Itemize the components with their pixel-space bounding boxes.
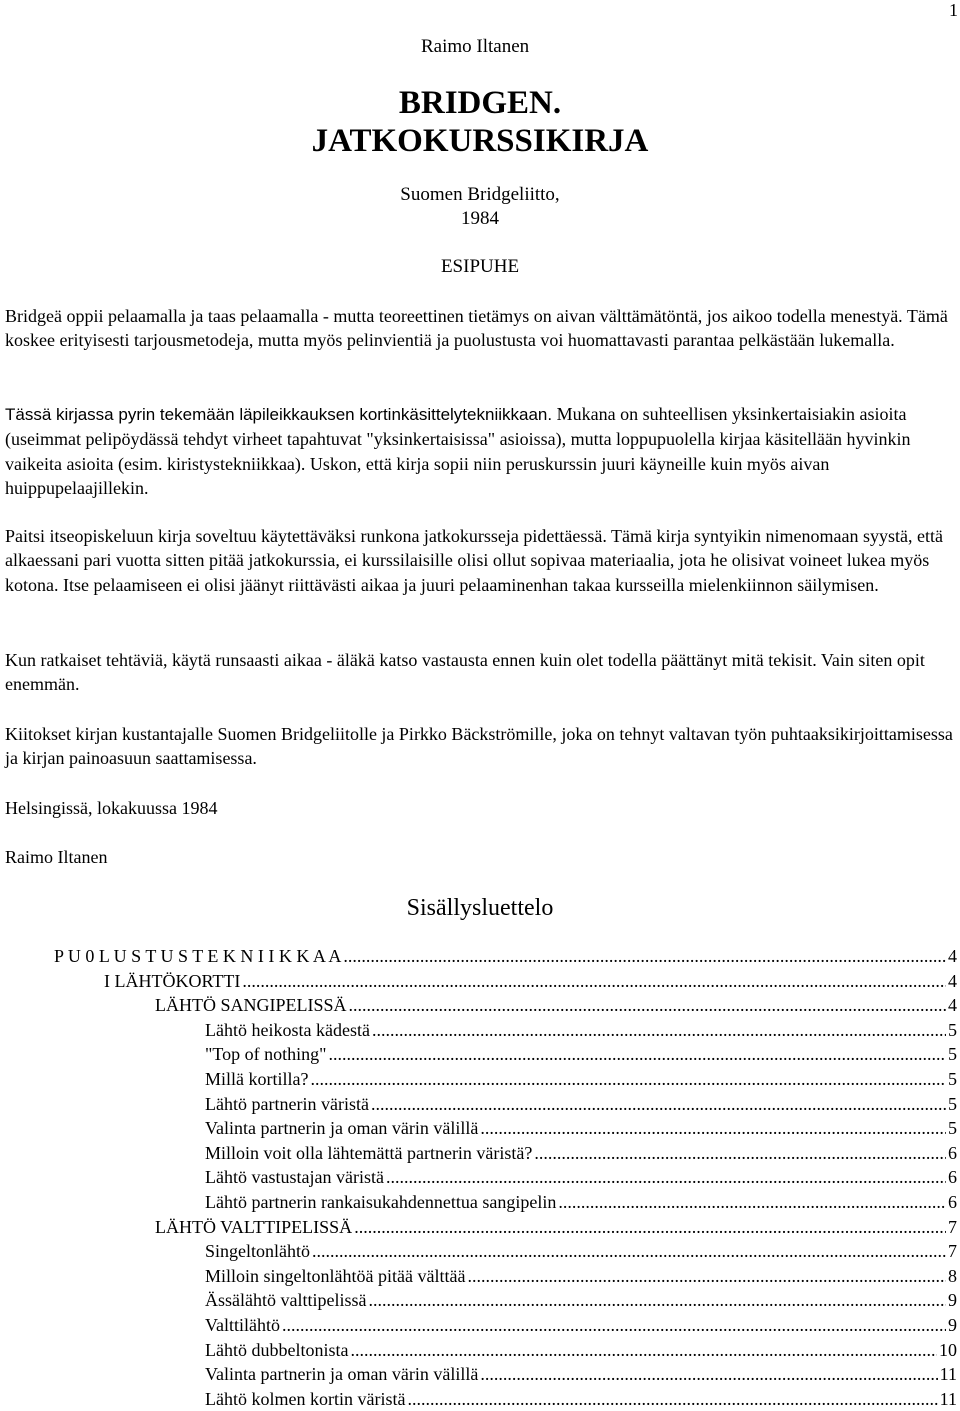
toc-entry-label: "Top of nothing" (205, 1044, 327, 1065)
page-number: 1 (949, 0, 958, 20)
toc-leader-dots (312, 1239, 946, 1264)
toc-leader-dots (407, 1387, 937, 1411)
toc-leader-dots (343, 944, 946, 969)
toc-entry-page: 7 (948, 1216, 957, 1237)
toc-entry[interactable] (0, 1387, 960, 1411)
preface-paragraph (5, 402, 955, 501)
toc-entry[interactable] (0, 1116, 960, 1141)
publisher-name: Suomen Bridgeliitto, (400, 184, 560, 205)
toc-leader-dots (480, 1362, 937, 1387)
preface-place-date: Helsingissä, lokakuussa 1984 (5, 798, 218, 818)
toc-entry-label: Singeltonlähtö (205, 1241, 310, 1262)
preface-paragraph: Kiitokset kirjan kustantajalle Suomen Bridgeliitolle ja Pirkko Bäckströmille, joka on tehnyt valtavan työn puhtaaksikirjoittamisessa ja kirjan painoasuun saattamisessa. (5, 724, 953, 769)
toc-entry-label: P U 0 L U S T U S T E K N I I K K A A (54, 946, 342, 966)
toc-entry-page: 6 (948, 1191, 957, 1212)
toc-entry[interactable] (0, 1239, 960, 1264)
toc-entry[interactable] (0, 1288, 960, 1313)
toc-entry-page: 8 (948, 1265, 957, 1286)
toc-entry-page: 5 (948, 1118, 957, 1139)
toc-entry[interactable] (0, 1190, 960, 1215)
toc-leader-dots (349, 993, 946, 1018)
toc-entry-page: 6 (948, 1142, 957, 1163)
toc-entry-page: 4 (948, 995, 957, 1016)
toc-entry-label: I LÄHTÖKORTTI (104, 970, 241, 991)
toc-entry-label: Lähtö dubbeltonista (205, 1339, 349, 1360)
toc-entry-label: Ässälähtö valttipelissä (205, 1290, 367, 1311)
title-line-2: JATKOKURSSIKIRJA (311, 123, 649, 159)
toc-entry-label: Milloin singeltonlähtöä pitää välttää (205, 1265, 466, 1286)
toc-entry[interactable] (0, 1215, 960, 1240)
table-of-contents (0, 944, 960, 1411)
toc-entry[interactable] (0, 1165, 960, 1190)
toc-entry-page: 10 (939, 1339, 957, 1360)
toc-entry-page: 9 (948, 1314, 957, 1335)
toc-leader-dots (328, 1042, 946, 1067)
toc-entry-page: 9 (948, 1290, 957, 1311)
toc-entry[interactable] (0, 1067, 960, 1092)
preface-paragraph: Paitsi itseopiskeluun kirja soveltuu käytettäväksi runkona jatkokursseja pidettäessä. Tämä kirja syntyikin nimenomaan syystä, että alkaessani pari vuotta sitten pitää jatkokurssia, ei kurssilaisille olisi ollut sopivaa materiaalia, jota he olisivat voineet lukea myös kotona. Itse pelaamiseen ei olisi jäänyt riittävästi aikaa ja juuri pelaaminenhan takaa kursseilla mielenkiinnon säilymisen. (5, 526, 943, 595)
preface-paragraph: Kun ratkaiset tehtäviä, käytä runsaasti aikaa - äläkä katso vastausta ennen kuin olet todella päättänyt mitä tekisit. Vain siten opit enemmän. (5, 650, 925, 695)
toc-leader-dots (386, 1165, 946, 1190)
toc-entry-page: 6 (948, 1167, 957, 1188)
toc-entry[interactable] (0, 1042, 960, 1067)
toc-entry[interactable] (0, 944, 960, 969)
preface-sentence: Tässä kirjassa pyrin tekemään läpileikkauksen kortinkäsittelytekniikkaan. (5, 405, 553, 424)
toc-entry-page: 7 (948, 1241, 957, 1262)
toc-heading: Sisällysluettelo (406, 895, 554, 921)
toc-entry-label: Lähtö heikosta kädestä (205, 1019, 370, 1040)
toc-leader-dots (310, 1067, 946, 1092)
preface-sentence: Mukana on suhteellisen yksinkertaisiakin asioita (useimmat pelipöydässä tehdyt virheet tapahtuvat "yksinkertaisissa" asioissa), mutta loppupuolella kirjaa käsitellään hyvinkin vaikeita asioita (esim. kiristystekniikkaa). Uskon, että kirja sopii niin peruskurssin juuri käyneille kuin myös aivan huippupelaajillekin. (5, 404, 911, 499)
toc-entry-page: 4 (948, 946, 957, 966)
toc-entry-page: 5 (948, 1044, 957, 1065)
toc-entry-label: Lähtö partnerin rankaisukahdennettua sangipelin (205, 1191, 557, 1212)
toc-entry[interactable] (0, 1141, 960, 1166)
toc-entry[interactable] (0, 969, 960, 994)
toc-entry-label: Lähtö partnerin väristä (205, 1093, 369, 1114)
preface-paragraph: Bridgeä oppii pelaamalla ja taas pelaamalla - mutta teoreettinen tietämys on aivan välttämätöntä, jos aikoo todella menestyä. Tämä koskee erityisesti tarjousmetodeja, mutta myös pelinvientiä ja puolustusta voi huomattavasti parantaa pelkästään lukemalla. (5, 306, 948, 351)
toc-entry[interactable] (0, 1313, 960, 1338)
toc-leader-dots (368, 1288, 946, 1313)
author-name: Raimo Iltanen (421, 36, 530, 57)
toc-entry-label: Lähtö vastustajan väristä (205, 1167, 384, 1188)
toc-entry[interactable] (0, 1362, 960, 1387)
toc-entry-page: 5 (948, 1093, 957, 1114)
title-line-1: BRIDGEN. (398, 85, 562, 121)
toc-leader-dots (480, 1116, 946, 1141)
toc-entry-label: Valinta partnerin ja oman värin välillä (205, 1118, 479, 1139)
toc-leader-dots (558, 1190, 946, 1215)
toc-entry-label: Lähtö kolmen kortin väristä (205, 1388, 406, 1409)
toc-entry[interactable] (0, 1338, 960, 1363)
toc-entry-page: 5 (948, 1068, 957, 1089)
toc-leader-dots (242, 969, 946, 994)
toc-entry[interactable] (0, 1092, 960, 1117)
toc-entry-label: LÄHTÖ SANGIPELISSÄ (155, 995, 347, 1016)
toc-leader-dots (282, 1313, 946, 1338)
toc-entry[interactable] (0, 993, 960, 1018)
publisher-block (0, 183, 960, 231)
preface-heading: ESIPUHE (440, 256, 520, 277)
toc-leader-dots (467, 1264, 946, 1289)
toc-entry-page: 11 (939, 1388, 957, 1409)
preface-signature: Raimo Iltanen (5, 847, 108, 867)
book-title (0, 84, 960, 160)
toc-leader-dots (354, 1215, 946, 1240)
toc-leader-dots (534, 1141, 946, 1166)
toc-entry-label: Millä kortilla? (205, 1068, 309, 1089)
toc-entry-page: 5 (948, 1019, 957, 1040)
toc-entry-page: 4 (948, 970, 957, 991)
toc-leader-dots (372, 1018, 946, 1043)
toc-entry[interactable] (0, 1018, 960, 1043)
toc-entry-label: LÄHTÖ VALTTIPELISSÄ (155, 1216, 353, 1237)
toc-entry-label: Valinta partnerin ja oman värin välillä (205, 1364, 479, 1385)
toc-leader-dots (350, 1338, 937, 1363)
toc-entry-label: Milloin voit olla lähtemättä partnerin väristä? (205, 1142, 533, 1163)
toc-entry[interactable] (0, 1264, 960, 1289)
toc-entry-label: Valttilähtö (205, 1314, 280, 1335)
publication-year: 1984 (461, 208, 499, 229)
toc-entry-page: 11 (939, 1364, 957, 1385)
toc-leader-dots (371, 1092, 946, 1117)
